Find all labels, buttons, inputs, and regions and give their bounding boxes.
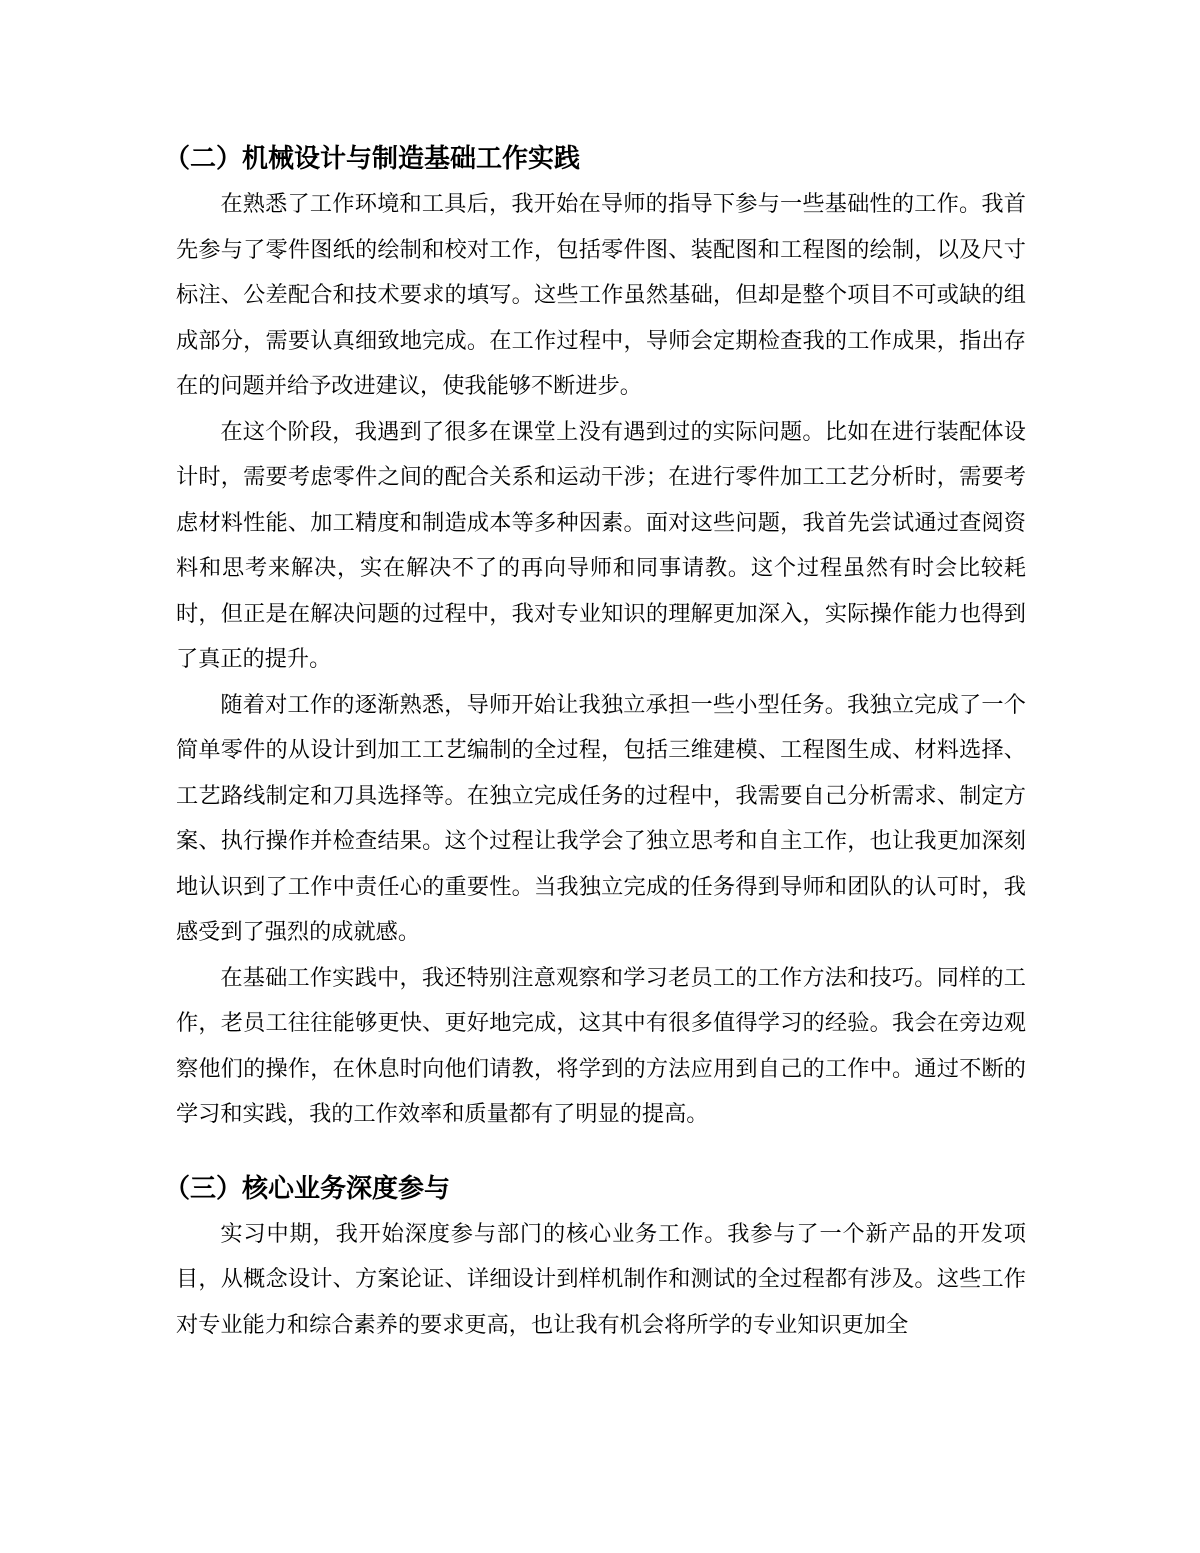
paragraph: 实习中期，我开始深度参与部门的核心业务工作。我参与了一个新产品的开发项目，从概念设计、方案论证、详细设计到样机制作和测试的全过程都有涉及。这些工作对专业能力和综合素养的要求更高，也让我有机会将所学的专业知识更加全 <box>176 1220 1026 1338</box>
section-heading-3: （三）核心业务深度参与 <box>164 1173 451 1204</box>
paragraph: 在这个阶段，我遇到了很多在课堂上没有遇到过的实际问题。比如在进行装配体设计时，需要考虑零件之间的配合关系和运动干涉；在进行零件加工工艺分析时，需要考虑材料性能、加工精度和制造成本等多种因素。面对这些问题，我首先尝试通过查阅资料和思考来解决，实在解决不了的再向导师和同事请教。这个过程虽然有时会比较耗时，但正是在解决问题的过程中，我对专业知识的理解更加深入，实际操作能力也得到了真正的提升。 <box>176 418 1026 672</box>
document-body <box>164 136 1026 1348</box>
paragraph: 在基础工作实践中，我还特别注意观察和学习老员工的工作方法和技巧。同样的工作，老员工往往能够更快、更好地完成，这其中有很多值得学习的经验。我会在旁边观察他们的操作，在休息时向他们请教，将学到的方法应用到自己的工作中。通过不断的学习和实践，我的工作效率和质量都有了明显的提高。 <box>176 964 1026 1127</box>
paragraph: 随着对工作的逐渐熟悉，导师开始让我独立承担一些小型任务。我独立完成了一个简单零件的从设计到加工工艺编制的全过程，包括三维建模、工程图生成、材料选择、工艺路线制定和刀具选择等。在独立完成任务的过程中，我需要自己分析需求、制定方案、执行操作并检查结果。这个过程让我学会了独立思考和自主工作，也让我更加深刻地认识到了工作中责任心的重要性。当我独立完成的任务得到导师和团队的认可时，我感受到了强烈的成就感。 <box>176 691 1026 945</box>
paragraph: 在熟悉了工作环境和工具后，我开始在导师的指导下参与一些基础性的工作。我首先参与了零件图纸的绘制和校对工作，包括零件图、装配图和工程图的绘制，以及尺寸标注、公差配合和技术要求的填写。这些工作虽然基础，但却是整个项目不可或缺的组成部分，需要认真细致地完成。在工作过程中，导师会定期检查我的工作成果，指出存在的问题并给予改进建议，使我能够不断进步。 <box>176 191 1026 399</box>
section-spacer <box>176 1138 1026 1166</box>
section-heading-2: （二）机械设计与制造基础工作实践 <box>164 144 581 174</box>
